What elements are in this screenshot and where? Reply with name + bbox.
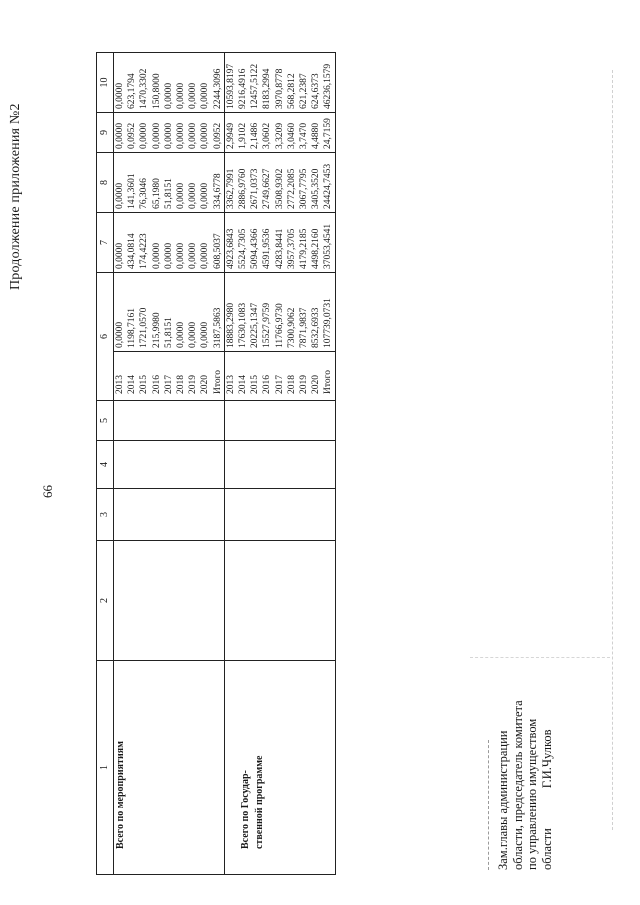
value-cell: 334,6778: [212, 173, 223, 209]
value-cell: 0,0000: [115, 82, 125, 109]
table-row: [224, 53, 335, 875]
value-cell: 2772,2085: [286, 168, 297, 209]
cell-c9: [224, 113, 335, 153]
cell-col6: [114, 273, 225, 401]
value-cell: 0,0000: [115, 182, 125, 209]
value-cell: 3405,3520: [311, 168, 322, 209]
year-label: 2019: [188, 375, 199, 394]
value-cell: 3362,7991: [225, 168, 236, 209]
value-cell: 2244,3096: [212, 68, 223, 109]
value-cell: 7300,9062: [286, 307, 297, 348]
value-cell: 4498,2160: [311, 228, 322, 269]
cell-c10: [224, 53, 335, 113]
value-cell: 0,0000: [188, 242, 199, 269]
year-label: 2018: [286, 375, 297, 394]
column-header: 3: [97, 489, 114, 541]
value-cell: 624,6373: [311, 73, 322, 109]
value-cell: 3,7470: [299, 122, 310, 149]
value-cell: 46236,1579: [323, 63, 334, 109]
column-header: 1: [97, 661, 114, 875]
value-cell: 3508,9302: [274, 168, 285, 209]
value-cell: 0,0000: [188, 182, 199, 209]
value-cell: 4179,2185: [299, 228, 310, 269]
value-cell: 0,0000: [176, 82, 187, 109]
value-cell: 37053,4541: [323, 223, 334, 269]
value-cell: 174,4223: [139, 233, 150, 269]
value-cell: 51,8151: [163, 178, 174, 209]
value-cell: 2886,9760: [238, 168, 249, 209]
value-cell: 4591,9536: [262, 228, 273, 269]
value-cell: 0,0000: [200, 122, 211, 149]
year-list: [114, 351, 224, 397]
empty-cell: [224, 441, 335, 489]
year-label: 2019: [299, 375, 310, 394]
value-cell: 2749,6627: [262, 168, 273, 209]
column-header: 9: [97, 113, 114, 153]
budget-table: [96, 52, 336, 875]
cell-c9: [114, 113, 225, 153]
year-list: [225, 351, 335, 397]
year-label: 2013: [115, 375, 125, 394]
value-cell: 0,0000: [188, 122, 199, 149]
scan-artifact-line: [488, 740, 489, 870]
scan-artifact-line: [612, 70, 613, 830]
value-cell: 24424,7453: [323, 163, 334, 209]
cell-c8: [224, 153, 335, 213]
year-label: 2016: [262, 375, 273, 394]
value-cell: 24,7159: [323, 118, 334, 149]
value-cell: 0,0000: [188, 82, 199, 109]
row-label-line: ственной программе: [253, 755, 265, 849]
value-cell: 0,0000: [115, 122, 125, 149]
year-label: 2014: [238, 375, 249, 394]
value-cell: 0,0000: [151, 242, 162, 269]
value-cell: 3187,5863: [212, 307, 223, 348]
value-cell: 15527,9759: [262, 302, 273, 348]
value-cell: 1198,7161: [127, 307, 138, 348]
value-cell: 0,0000: [176, 242, 187, 269]
value-cell: 0,0000: [200, 182, 211, 209]
column-header: 6: [97, 273, 114, 401]
empty-cell: [114, 401, 225, 441]
value-cell: 150,8000: [151, 73, 162, 109]
value-cell: 8183,2994: [262, 68, 273, 109]
column-header: 4: [97, 441, 114, 489]
empty-cell: [224, 489, 335, 541]
year-label: 2020: [200, 375, 211, 394]
value-cell: 141,3601: [127, 173, 138, 209]
empty-cell: [114, 489, 225, 541]
value-cell: 18883,2980: [225, 302, 236, 348]
value-cell: 3,0460: [286, 122, 297, 149]
value-cell: 5524,7305: [238, 228, 249, 269]
value-cell: 4,4880: [311, 122, 322, 149]
signature-line: по управлению имуществом: [525, 718, 539, 870]
column-header: 8: [97, 153, 114, 213]
signatory-name: Г.И.Чулков: [539, 729, 554, 789]
year-label: Итого: [323, 369, 334, 394]
year-label: 2018: [176, 375, 187, 394]
column-header: 7: [97, 213, 114, 273]
value-cell: 608,5037: [212, 233, 223, 269]
value-cell: 20225,1347: [250, 302, 261, 348]
value-cell: 5094,4366: [250, 228, 261, 269]
rotated-sheet: [0, 10, 620, 890]
value-cell: 9216,4916: [238, 68, 249, 109]
value-cell: 0,0000: [151, 122, 162, 149]
value-cell: 10593,8197: [225, 63, 236, 109]
year-label: 2020: [311, 375, 322, 394]
cell-c8: [114, 153, 225, 213]
value-cell: 4283,8441: [274, 228, 285, 269]
value-cell: 1,9102: [238, 122, 249, 149]
year-label: 2015: [250, 375, 261, 394]
signature-block: [496, 700, 554, 870]
value-cell: 623,1794: [127, 73, 138, 109]
signature-line: области, председатель комитета: [510, 700, 525, 870]
value-cell: 1470,3302: [139, 68, 150, 109]
column-header: 10: [97, 53, 114, 113]
value-cell: 0,0000: [163, 242, 174, 269]
value-cell: 65,1980: [151, 178, 162, 209]
column-header: 2: [97, 541, 114, 661]
value-cell: 0,0000: [115, 242, 125, 269]
value-list: [114, 308, 224, 351]
empty-cell: [224, 541, 335, 661]
value-cell: 0,0000: [176, 182, 187, 209]
scan-artifact-line: [470, 657, 610, 658]
value-cell: 17630,1083: [238, 302, 249, 348]
empty-cell: [114, 541, 225, 661]
year-label: Итого: [212, 369, 223, 394]
value-cell: 0,0952: [212, 122, 223, 149]
value-cell: 3,0602: [262, 122, 273, 149]
value-cell: 3957,3705: [286, 228, 297, 269]
column-number-row: [97, 53, 114, 875]
row-label-line: Всего по мероприятиям: [115, 741, 126, 849]
value-cell: 215,9980: [151, 312, 162, 348]
signature-prefix: области: [539, 828, 554, 870]
value-cell: 0,0000: [115, 321, 125, 348]
cell-c10: [114, 53, 225, 113]
value-list: [225, 298, 335, 351]
table-row: [114, 53, 225, 875]
value-cell: 3970,8778: [274, 68, 285, 109]
value-cell: 621,2387: [299, 73, 310, 109]
value-cell: 2,9949: [225, 122, 236, 149]
value-cell: 0,0000: [188, 321, 199, 348]
value-cell: 568,2812: [286, 73, 297, 109]
empty-cell: [114, 441, 225, 489]
value-cell: 8532,6933: [311, 307, 322, 348]
value-cell: 1721,0570: [139, 307, 150, 348]
value-cell: 11766,9730: [274, 303, 285, 348]
value-cell: 7871,9837: [299, 307, 310, 348]
value-cell: 107739,0731: [323, 298, 334, 348]
value-cell: 76,3046: [139, 178, 150, 209]
year-label: 2013: [225, 375, 236, 394]
column-header: 5: [97, 401, 114, 441]
year-label: 2017: [274, 375, 285, 394]
empty-cell: [224, 401, 335, 441]
row-label: [114, 661, 225, 875]
value-cell: 0,0000: [176, 321, 187, 348]
signature-line-last: [540, 700, 555, 870]
row-label-line: Всего по Государ-: [239, 770, 251, 849]
value-cell: 0,0000: [200, 321, 211, 348]
value-cell: 12457,5122: [250, 63, 261, 109]
cell-c7: [224, 213, 335, 273]
appendix-heading: Продолжение приложения №2: [8, 103, 23, 290]
value-cell: 2,1486: [250, 122, 261, 149]
cell-col6: [224, 273, 335, 401]
value-cell: 0,0000: [163, 82, 174, 109]
year-label: 2014: [127, 375, 138, 394]
value-cell: 4923,6843: [225, 228, 236, 269]
value-cell: 0,0000: [200, 82, 211, 109]
value-cell: 2671,0373: [250, 168, 261, 209]
value-cell: 0,0000: [200, 242, 211, 269]
value-cell: 3,3209: [274, 122, 285, 149]
value-cell: 0,0000: [139, 122, 150, 149]
signature-line: Зам.главы администрации: [496, 730, 510, 870]
year-label: 2017: [163, 375, 174, 394]
value-cell: 0,0000: [176, 122, 187, 149]
year-label: 2015: [139, 375, 150, 394]
year-label: 2016: [151, 375, 162, 394]
page-number: 66: [40, 485, 55, 498]
value-cell: 51,8151: [163, 317, 174, 348]
value-cell: 0,0952: [127, 122, 138, 149]
cell-c7: [114, 213, 225, 273]
value-cell: 0,0000: [163, 122, 174, 149]
value-cell: 3067,7795: [299, 168, 310, 209]
value-cell: 434,0814: [127, 233, 138, 269]
row-label: [224, 661, 335, 875]
